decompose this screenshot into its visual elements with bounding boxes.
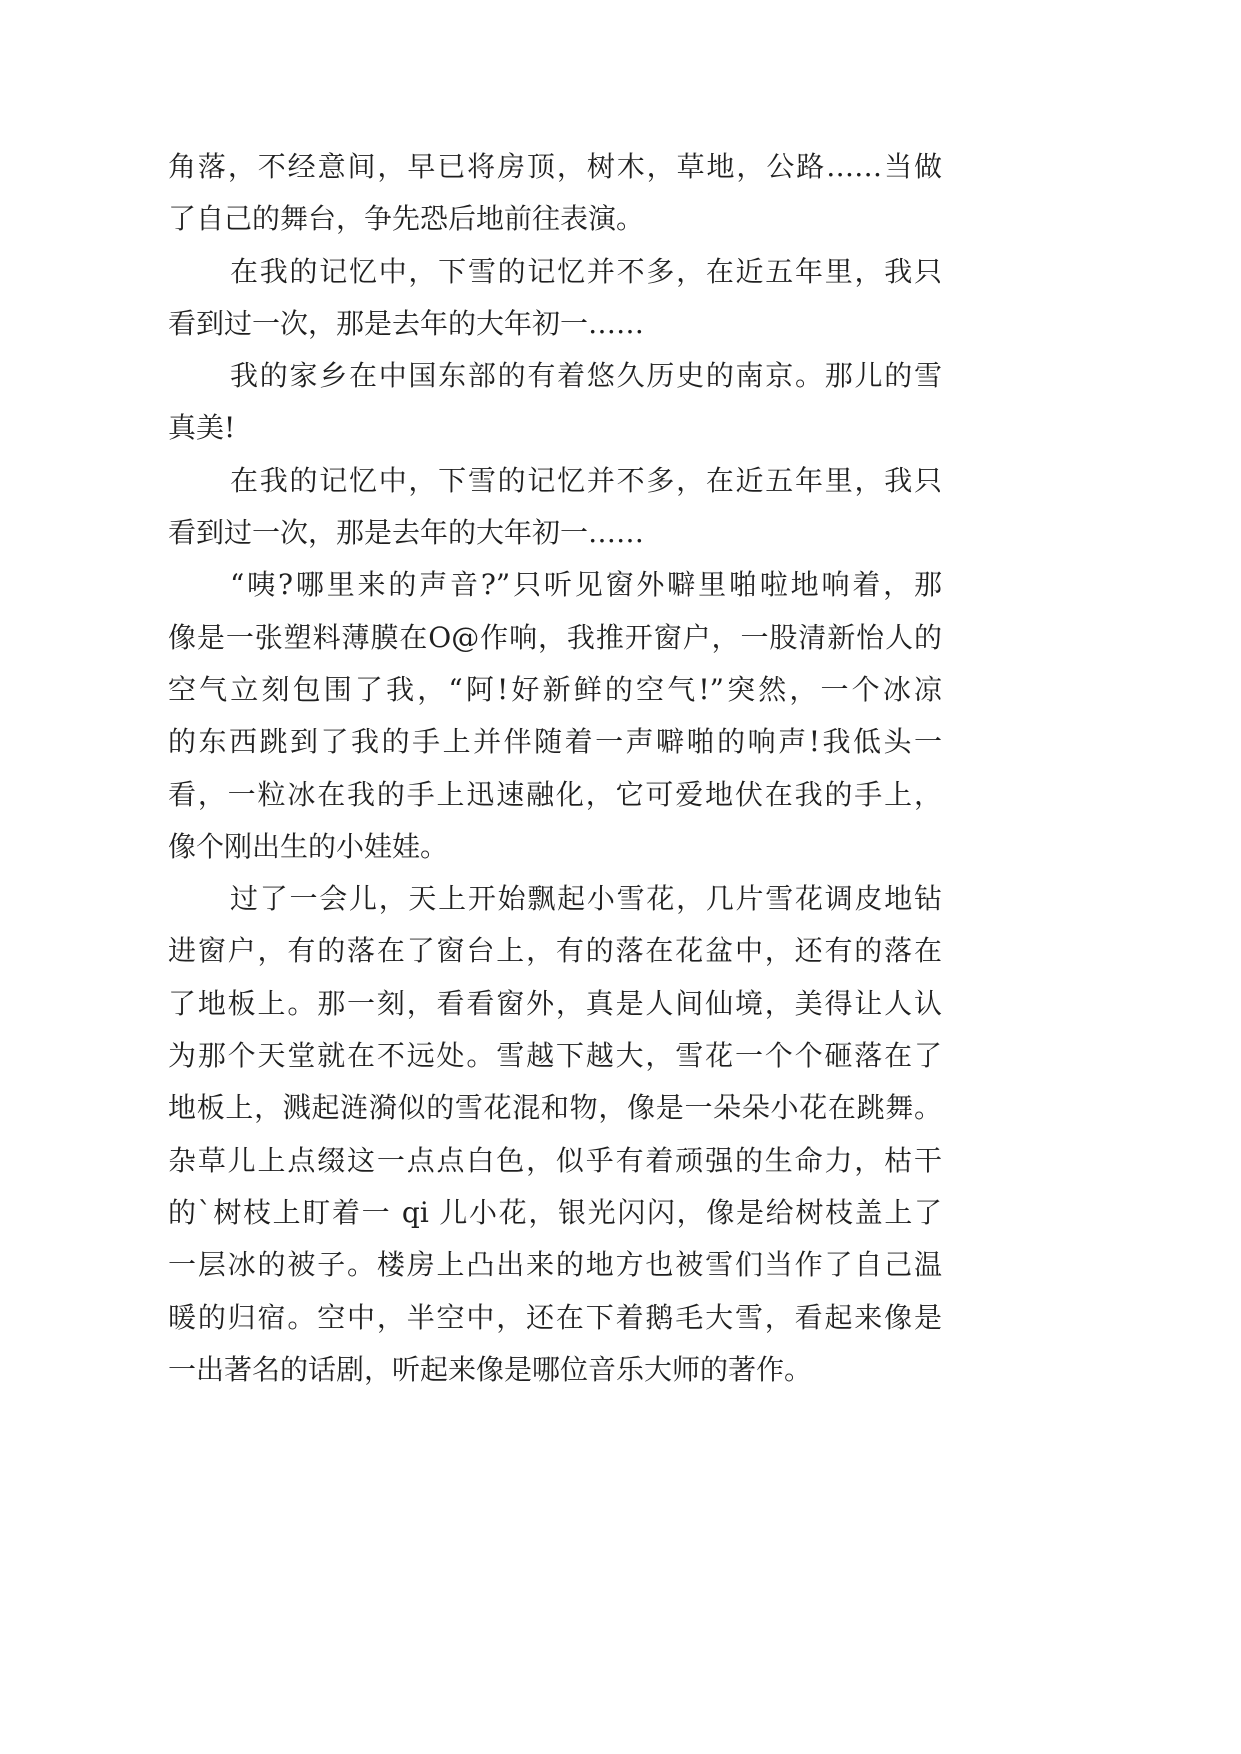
text-line: 过了一会儿，天上开始飘起小雪花，几片雪花调皮地钻 bbox=[230, 882, 942, 916]
text-line: 像是一张塑料薄膜在O@作响，我推开窗户，一股清新怡人的 bbox=[168, 620, 942, 654]
text-line: 了自己的舞台，争先恐后地前往表演。 bbox=[168, 202, 645, 236]
text-line: 在我的记忆中，下雪的记忆并不多，在近五年里，我只 bbox=[230, 254, 942, 288]
text-line: 看，一粒冰在我的手上迅速融化，它可爱地伏在我的手上， bbox=[168, 777, 942, 811]
text-line: 的`树枝上盯着一 qi 儿小花，银光闪闪，像是给树枝盖上了 bbox=[168, 1195, 942, 1229]
paragraph bbox=[168, 141, 942, 246]
paragraph bbox=[168, 350, 942, 455]
text-line: 的东西跳到了我的手上并伴随着一声噼啪的响声!我低头一 bbox=[168, 725, 942, 759]
text-line: 看到过一次，那是去年的大年初一…… bbox=[168, 306, 645, 340]
text-line: 一出著名的话剧，听起来像是哪位音乐大师的著作。 bbox=[168, 1352, 813, 1386]
text-line: “咦?哪里来的声音?”只听见窗外噼里啪啦地响着，那 bbox=[230, 568, 942, 602]
document-body bbox=[168, 141, 942, 1396]
text-line: 了地板上。那一刻，看看窗外，真是人间仙境，美得让人认 bbox=[168, 986, 942, 1020]
text-line: 像个刚出生的小娃娃。 bbox=[168, 829, 449, 863]
text-line: 在我的记忆中，下雪的记忆并不多，在近五年里，我只 bbox=[230, 463, 942, 497]
text-line: 进窗户，有的落在了窗台上，有的落在花盆中，还有的落在 bbox=[168, 934, 942, 968]
text-line: 角落，不经意间，早已将房顶，树木，草地，公路……当做 bbox=[168, 150, 942, 183]
paragraph bbox=[168, 455, 942, 560]
paragraph bbox=[168, 873, 942, 1396]
text-line: 为那个天堂就在不远处。雪越下越大，雪花一个个砸落在了 bbox=[168, 1039, 942, 1073]
text-line: 空气立刻包围了我，“阿!好新鲜的空气!”突然，一个冰凉 bbox=[168, 672, 942, 706]
text-line: 暖的归宿。空中，半空中，还在下着鹅毛大雪，看起来像是 bbox=[168, 1300, 942, 1334]
text-line: 杂草儿上点缀这一点点白色，似乎有着顽强的生命力，枯干 bbox=[168, 1143, 942, 1177]
text-line: 我的家乡在中国东部的有着悠久历史的南京。那儿的雪 bbox=[230, 359, 942, 393]
paragraph bbox=[168, 559, 942, 873]
paragraph bbox=[168, 246, 942, 351]
text-line: 一层冰的被子。楼房上凸出来的地方也被雪们当作了自己温 bbox=[168, 1248, 942, 1282]
text-line: 真美! bbox=[168, 411, 236, 445]
text-line: 看到过一次，那是去年的大年初一…… bbox=[168, 516, 645, 550]
text-line: 地板上，溅起涟漪似的雪花混和物，像是一朵朵小花在跳舞。 bbox=[168, 1091, 942, 1125]
